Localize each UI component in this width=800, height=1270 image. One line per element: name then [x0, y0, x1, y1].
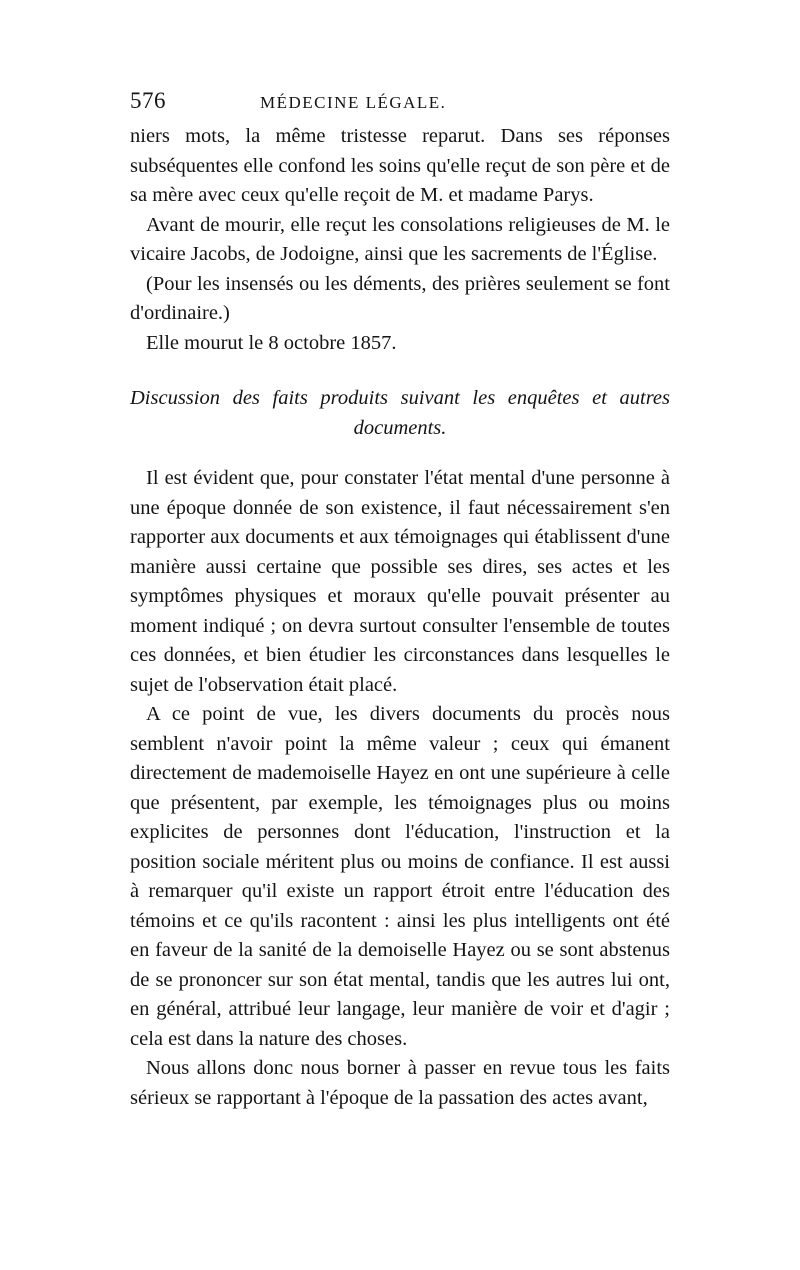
paragraph-mental-state: Il est évident que, pour constater l'état mental d'une personne à une époque donnée de son existence, il faut nécessairement s'en rapporter aux documents et aux témoignages qui établissent d'une manière aussi certaine que possible ses dires, ses actes et les symptômes physiques et moraux qu'elle pouvait présenter au moment indiqué ; on devra surtout consulter l'ensemble de toutes ces données, et bien étudier les circonstances dans lesquelles le sujet de l'observation était placé. — [130, 467, 670, 696]
paragraph-prayers-note: (Pour les insensés ou les déments, des prières seulement se font d'ordinaire.) — [130, 272, 670, 324]
paragraph-last-rites: Avant de mourir, elle reçut les consolations religieuses de M. le vicaire Jacobs, de Jodoigne, ainsi que les sacrements de l'Église. — [130, 213, 670, 265]
page-number: 576 — [130, 88, 166, 113]
paragraph-review-facts: Nous allons donc nous borner à passer en revue tous les faits sérieux se rapportant à l'époque de la passation des actes avant, — [130, 1057, 670, 1109]
running-title: MÉDECINE LÉGALE. — [260, 93, 447, 112]
paragraph-documents-value: A ce point de vue, les divers documents du procès nous semblent n'avoir point la même valeur ; ceux qui émanent directement de mademoiselle Hayez en ont une supérieure à celle que présentent, par exemple, les témoignages plus ou moins explicites de personnes dont l'éducation, l'instruction et la position sociale méritent plus ou moins de confiance. Il est aussi à remarquer qu'il existe un rapport étroit entre l'éducation des témoins et ce qu'ils racontent : ainsi les plus intelligents ont été en faveur de la sanité de la demoiselle Hayez ou se sont abstenus de se prononcer sur son état mental, tandis que les autres lui ont, en général, attribué leur langage, leur manière de voir et d'agir ; cela est dans la nature des choses. — [130, 703, 670, 1050]
book-page — [130, 88, 670, 1113]
running-head — [130, 88, 670, 122]
paragraph-continuation: niers mots, la même tristesse reparut. Dans ses réponses subséquentes elle confond les soins qu'elle reçut de son père et de sa mère avec ceux qu'elle reçoit de M. et madame Parys. — [130, 125, 670, 206]
section-heading-line-2: documents. — [353, 416, 447, 439]
section-heading — [130, 384, 670, 443]
paragraph-death-date: Elle mourut le 8 octobre 1857. — [146, 331, 397, 354]
section-heading-line-1: Discussion des faits produits suivant les enquêtes et autres — [130, 387, 670, 409]
